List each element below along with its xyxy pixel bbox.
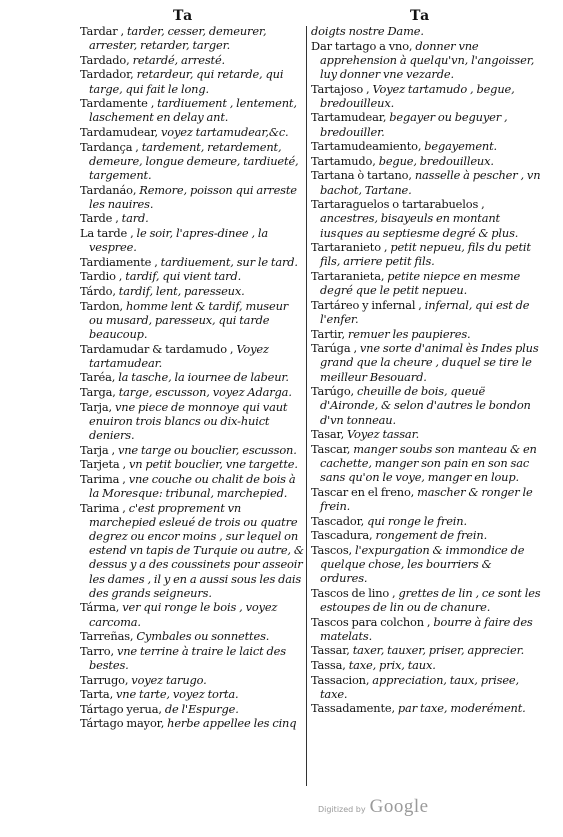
entry-gloss: tardiuement, sur le tard. [160, 254, 298, 269]
entry-gloss: tardif, lent, paresseux. [118, 283, 245, 298]
dictionary-entry [80, 644, 304, 672]
dictionary-entry [311, 269, 541, 297]
entry-gloss: nasselle à pescher , vn bachot, Tartane. [320, 168, 541, 197]
entry-gloss: mascher & ronger le frein. [320, 484, 533, 513]
entry-gloss: taxe, prix, taux. [348, 657, 436, 672]
entry-term: Tarro, [80, 643, 117, 658]
entry-term: La tarde , [80, 225, 137, 240]
entry-term: Tascos para colchon , [311, 614, 434, 629]
running-head-left: Ta [173, 8, 194, 24]
entry-term: Tartamudear, [311, 110, 390, 125]
entry-gloss: Cymbales ou sonnettes. [136, 629, 270, 644]
entry-term: Tartamudeamiento, [311, 139, 425, 154]
entry-term: Tardamente , [80, 96, 158, 111]
entry-gloss: vne tarte, voyez torta. [116, 687, 239, 702]
entry-gloss: appreciation, taux, prisee, taxe. [320, 672, 519, 701]
dictionary-entry [311, 154, 541, 168]
dictionary-entry [80, 501, 304, 600]
dictionary-entry [80, 600, 304, 628]
dictionary-entry [80, 472, 304, 500]
entry-term: Tardador, [80, 67, 137, 82]
entry-term: Tarima , [80, 471, 129, 486]
entry-gloss: tard. [121, 211, 149, 226]
entry-term: Tartajoso , [311, 81, 373, 96]
entry-term: Tardar , [80, 24, 127, 38]
entry-gloss: begue, bredouilleux. [378, 153, 494, 168]
entry-gloss: vne sorte d'animal ès Indes plus grand que la cheure , duquel se tire le meilleur Besouard. [320, 341, 539, 384]
dictionary-entry [80, 269, 304, 283]
right-column [311, 24, 541, 716]
dictionary-entry [80, 342, 304, 370]
entry-gloss: vne targe ou bouclier, escusson. [117, 442, 297, 457]
entry-term: Tarúga , [311, 341, 360, 356]
dictionary-entry [311, 442, 541, 485]
dictionary-entry [311, 39, 541, 82]
entry-term: Tarreñas, [80, 629, 137, 644]
entry-term: Targa, [80, 384, 119, 399]
entry-term: Tartáreo y infernal , [311, 297, 425, 312]
dictionary-entry [311, 82, 541, 110]
dictionary-entry [80, 716, 304, 730]
entry-term: Tarúgo, [311, 384, 357, 399]
entry-term: Tárdo, [80, 283, 119, 298]
entry-gloss: de l'Espurge. [164, 701, 239, 716]
entry-term: Tardanáo, [80, 182, 140, 197]
entry-term: Tarjeta , [80, 457, 129, 472]
entry-gloss: le soir, l'apres-dinee , la vespree. [89, 225, 269, 255]
entry-gloss: par taxe, moderément. [397, 701, 526, 716]
entry-term: Tarja , [80, 442, 118, 457]
entry-gloss: doigts nostre Dame. [311, 24, 424, 38]
entry-term: Tardon, [80, 298, 126, 313]
entry-term: Tardiamente , [80, 254, 161, 269]
entry-gloss: rongement de frein. [375, 528, 488, 543]
entry-gloss: vne couche ou chalit de bois à la Moresque: tribunal, marchepied. [89, 471, 296, 500]
dictionary-entry [80, 687, 304, 701]
entry-term: Tartamudo, [311, 153, 379, 168]
dictionary-entry [80, 96, 304, 124]
entry-gloss: la tasche, la iournee de labeur. [118, 370, 289, 385]
entry-gloss: grettes de lin , ce sont les estoupes de lin ou de chanure. [320, 585, 541, 614]
entry-term: Tartana ò tartano, [311, 168, 415, 183]
dictionary-entry [80, 702, 304, 716]
entry-gloss: retardé, arresté. [132, 52, 226, 67]
entry-term: Taréa, [80, 370, 119, 385]
entry-gloss: petite niepce en mesme degré que le petit nepueu. [320, 268, 521, 298]
entry-term: Tardamudear, [80, 124, 161, 139]
dictionary-entry [80, 299, 304, 342]
dictionary-entry [80, 443, 304, 457]
dictionary-entry [311, 139, 541, 153]
dictionary-entry [311, 658, 541, 672]
entry-gloss: remuer les paupieres. [347, 326, 471, 341]
entry-term: Tartaraguelos o tartarabuelos , [311, 197, 485, 212]
entry-term: Tascar en el freno, [311, 484, 418, 499]
dictionary-entry [311, 615, 541, 643]
dictionary-entry [80, 284, 304, 298]
entry-term: Tascar, [311, 441, 354, 456]
dictionary-entry [80, 385, 304, 399]
dictionary-entry [311, 528, 541, 542]
left-column [80, 24, 304, 731]
dictionary-entry [80, 629, 304, 643]
entry-gloss: manger soubs son manteau & en cachette, manger son pain en son sac sans qu'on le voye, manger en loup. [320, 441, 537, 485]
entry-gloss: bourre à faire des matelats. [320, 614, 533, 643]
entry-gloss: Voyez tartamudear. [89, 341, 269, 370]
entry-term: Tártago mayor, [80, 716, 168, 731]
entry-term: Tártago yerua, [80, 701, 165, 716]
entry-gloss: voyez tarugo. [131, 672, 207, 687]
entry-gloss: vn petit bouclier, vne targette. [128, 457, 298, 472]
dictionary-entry [311, 327, 541, 341]
entry-term: Tarrugo, [80, 672, 132, 687]
entry-gloss: tardement, retardement, demeure, longue demeure, tardiueté, targement. [89, 139, 299, 182]
entry-gloss: Voyez tassar. [347, 427, 420, 442]
entry-gloss: vne piece de monnoye qui vaut enuiron trois blancs ou dix-huict deniers. [89, 399, 288, 442]
entry-term: Tascos, [311, 542, 355, 557]
column-divider [306, 26, 307, 786]
entry-gloss: vne terrine à traire le laict des bestes. [89, 643, 286, 672]
entry-term: Tasar, [311, 427, 348, 442]
entry-gloss: qui ronge le frein. [367, 513, 467, 528]
entry-term: Tarja, [80, 399, 115, 414]
running-head-right: Ta [410, 8, 431, 24]
dictionary-entry [80, 53, 304, 67]
watermark-caption: Digitized by [318, 805, 366, 814]
dictionary-entry [80, 140, 304, 183]
dictionary-entry [80, 255, 304, 269]
entry-gloss: begayement. [424, 139, 497, 154]
entry-gloss: donner vne apprehension à quelqu'vn, l'angoisser, luy donner vne vezarde. [320, 38, 535, 81]
entry-term: Tarima , [80, 500, 129, 515]
entry-term: Tascos de lino , [311, 585, 399, 600]
entry-gloss: infernal, qui est de l'enfer. [320, 297, 530, 326]
entry-gloss: l'expurgation & immondice de quelque chose, les bourriers & ordures. [320, 542, 525, 586]
dictionary-entry [311, 197, 541, 240]
entry-gloss: herbe appellee les cinq [167, 716, 297, 731]
entry-term: Tarta, [80, 687, 117, 702]
entry-term: Tartaranieta, [311, 268, 388, 283]
dictionary-entry [311, 586, 541, 614]
entry-gloss: cheuille de bois, queuë d'Aironde, & selon d'autres le bondon d'vn tonneau. [320, 384, 531, 427]
dictionary-entry [311, 543, 541, 586]
dictionary-entry [80, 370, 304, 384]
entry-gloss: ancestres, bisayeuls en montant iusques au septiesme degré & plus. [320, 211, 519, 240]
entry-term: Tascador, [311, 513, 368, 528]
entry-term: Tartaranieto , [311, 240, 391, 255]
entry-gloss: ver qui ronge le bois , voyez carcoma. [89, 600, 278, 629]
entry-gloss: voyez tartamudear,&c. [160, 124, 289, 139]
dictionary-entry [80, 125, 304, 139]
entry-gloss: tarder, cesser, demeurer, arrester, retarder, targer. [89, 24, 267, 53]
dictionary-entry [311, 514, 541, 528]
entry-gloss: tardif, qui vient tard. [125, 269, 242, 284]
dictionary-entry [80, 183, 304, 211]
dictionary-entry [311, 701, 541, 715]
dictionary-entry [311, 643, 541, 657]
entry-gloss: begayer ou beguyer , bredouiller. [320, 110, 508, 139]
entry-term: Tardio , [80, 269, 126, 284]
dictionary-entry [311, 110, 541, 138]
dictionary-entry [311, 427, 541, 441]
dictionary-entry [80, 226, 304, 254]
dictionary-entry [311, 673, 541, 701]
entry-term: Dar tartago a vno, [311, 38, 416, 53]
dictionary-entry [80, 400, 304, 443]
entry-term: Tassadamente, [311, 701, 398, 716]
dictionary-entry [80, 211, 304, 225]
entry-term: Tascadura, [311, 528, 376, 543]
entry-term: Tárma, [80, 600, 123, 615]
dictionary-entry [80, 457, 304, 471]
dictionary-entry [311, 24, 541, 38]
entry-term: Tarde , [80, 211, 122, 226]
dictionary-entry [311, 384, 541, 427]
entry-term: Tartir, [311, 326, 348, 341]
dictionary-entry [80, 673, 304, 687]
entry-term: Tardado, [80, 52, 133, 67]
entry-gloss: Remore, poisson qui arreste les nauires. [89, 182, 297, 211]
dictionary-entry [311, 298, 541, 326]
dictionary-entry [311, 168, 541, 196]
entry-gloss: taxer, tauxer, priser, apprecier. [352, 643, 525, 658]
entry-term: Tardança , [80, 139, 142, 154]
digitized-watermark [318, 796, 458, 826]
entry-gloss: homme lent & tardif, museur ou musard, paresseux, qui tarde beaucoup. [89, 298, 289, 341]
google-logo: Google [369, 796, 429, 817]
entry-gloss: tardiuement , lentement, laschement en delay ant. [89, 96, 297, 125]
entry-term: Tassar, [311, 643, 353, 658]
entry-term: Tassa, [311, 657, 349, 672]
entry-gloss: Voyez tartamudo , begue, bredouilleux. [320, 81, 515, 110]
entry-term: Tassacion, [311, 672, 373, 687]
dictionary-entry [311, 485, 541, 513]
dictionary-entry [311, 341, 541, 384]
dictionary-entry [311, 240, 541, 268]
entry-gloss: retardeur, qui retarde, qui targe, qui fait le long. [89, 67, 284, 96]
entry-gloss: targe, escusson, voyez Adarga. [118, 384, 292, 399]
entry-gloss: c'est proprement vn marchepied esleué de trois ou quatre degrez ou encor moins , sur lequel on estend vn tapis de Turquie ou autre, & dessus y a des coussinets pour asseoir les dames , il y en a aussi sous les dais des grands seigneurs. [89, 500, 304, 600]
dictionary-entry [80, 24, 304, 52]
dictionary-entry [80, 67, 304, 95]
entry-term: Tardamudar & tardamudo , [80, 341, 237, 356]
entry-gloss: petit nepueu, fils du petit fils, arriere petit fils. [320, 240, 531, 269]
